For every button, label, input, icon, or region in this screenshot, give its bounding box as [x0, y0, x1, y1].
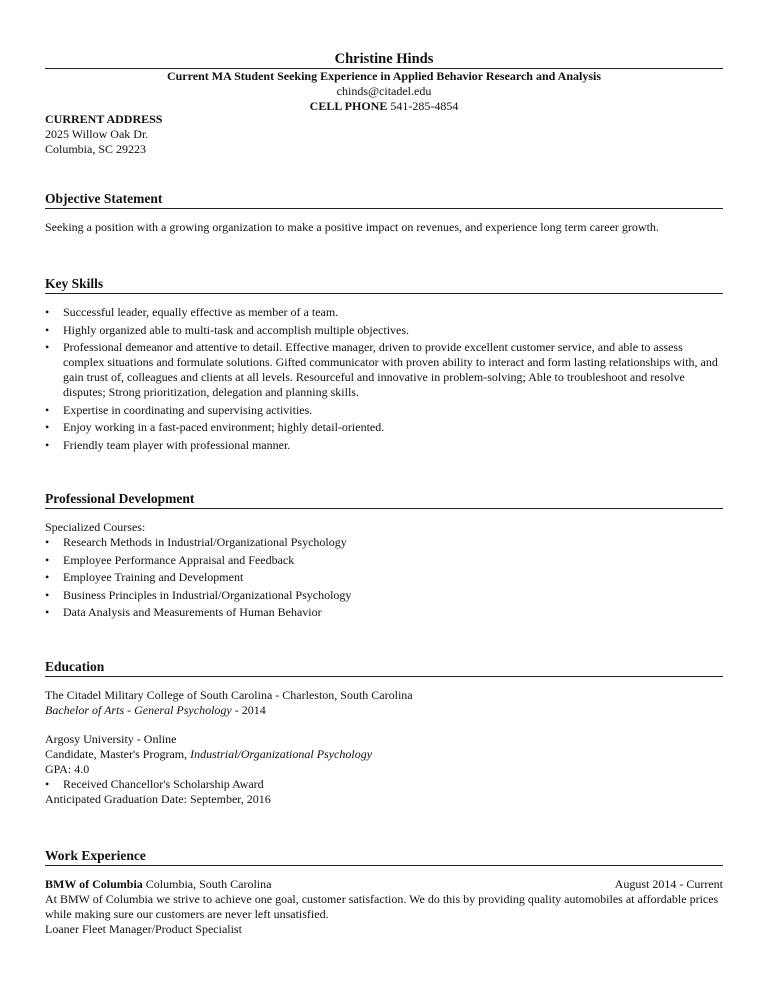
award-list — [45, 777, 723, 792]
section-divider — [45, 208, 723, 209]
skill-text: Successful leader, equally effective as member of a team. — [63, 305, 339, 319]
program-2-prefix: Candidate, Master's Program, — [45, 747, 191, 761]
school-2: Argosy University - Online — [45, 732, 177, 746]
section-title: Objective Statement — [45, 191, 163, 206]
list-item — [45, 605, 723, 620]
development-section — [45, 491, 723, 623]
school-1: The Citadel Military College of South Carolina - Charleston, South Carolina — [45, 688, 413, 702]
bullet: • — [45, 402, 50, 417]
bullet: • — [45, 420, 50, 434]
list-item — [45, 553, 723, 568]
objective-section — [45, 191, 723, 235]
bullet: • — [45, 587, 50, 602]
job-role: Loaner Fleet Manager/Product Specialist — [45, 922, 242, 936]
list-item — [45, 420, 723, 435]
list-item — [45, 323, 723, 338]
phone-label: CELL PHONE — [309, 99, 388, 113]
program-2: Industrial/Organizational Psychology — [190, 747, 373, 761]
courses-list — [45, 535, 723, 620]
list-item — [45, 438, 723, 453]
skill-text: Professional demeanor and attentive to detail. Effective manager, driven to provide excellent customer service, and able to assess complex situations and formulate solutions. Gifted communicator with proven ability to interact and form lasting relationships with, and gain trust of, colleagues and clients at all levels. Resourceful and innovative in problem-solving; Able to troubleshoot and resolve disputes; Strong prioritization, delegation and planning skills. — [63, 340, 718, 399]
course-text: Research Methods in Industrial/Organizational Psychology — [63, 535, 347, 549]
address-line-1: 2025 Willow Oak Dr. — [45, 127, 149, 141]
bullet: • — [45, 777, 50, 791]
job-dates: August 2014 - Current — [614, 877, 723, 891]
program-2-line — [45, 747, 723, 762]
employer: BMW of Columbia — [45, 877, 143, 891]
email: chinds@citadel.edu — [336, 84, 432, 98]
course-text: Employee Performance Appraisal and Feedback — [63, 552, 295, 567]
list-item — [45, 588, 723, 603]
spacer — [45, 718, 723, 732]
bullet: • — [45, 535, 50, 549]
employer-line — [45, 877, 271, 892]
address-label: CURRENT ADDRESS — [45, 112, 163, 126]
course-text: Data Analysis and Measurements of Human Behavior — [63, 605, 322, 619]
bullet: • — [45, 437, 50, 452]
skill-text: Friendly team player with professional manner. — [63, 437, 291, 452]
address-block — [45, 112, 723, 157]
section-title: Key Skills — [45, 276, 104, 291]
objective-text: Seeking a position with a growing organization to make a positive impact on revenues, and experience long term career growth. — [45, 220, 659, 234]
degree-1-line — [45, 703, 723, 718]
phone-number: 541-285-4854 — [390, 99, 459, 113]
bullet: • — [45, 340, 50, 354]
address-line-2: Columbia, SC 29223 — [45, 142, 147, 156]
education-section — [45, 659, 723, 807]
list-item — [45, 777, 723, 792]
skills-list — [45, 305, 723, 453]
job-description: At BMW of Columbia we strive to achieve one goal, customer satisfaction. We do this by providing quality automobiles at affordable prices while making sure our customers are never left unsatisfied. — [45, 892, 719, 921]
list-item — [45, 340, 723, 400]
degree-1-year: - 2014 — [231, 703, 266, 717]
section-divider — [45, 676, 723, 677]
course-text: Business Principles in Industrial/Organizational Psychology — [63, 587, 352, 602]
section-divider — [45, 293, 723, 294]
section-title: Education — [45, 659, 105, 674]
bullet: • — [45, 570, 50, 584]
headline: Current MA Student Seeking Experience in Applied Behavior Research and Analysis — [166, 69, 602, 83]
list-item — [45, 535, 723, 550]
employer-location: Columbia, South Carolina — [142, 877, 272, 891]
job-header — [45, 877, 723, 892]
bullet: • — [45, 305, 50, 319]
graduation-date: Anticipated Graduation Date: September, 2016 — [45, 792, 271, 806]
development-intro: Specialized Courses: — [45, 520, 146, 534]
work-section — [45, 848, 723, 937]
skills-section — [45, 276, 723, 455]
bullet: • — [45, 322, 50, 337]
award-text: Received Chancellor's Scholarship Award — [63, 777, 264, 791]
candidate-name: Christine Hinds — [334, 51, 434, 67]
list-item — [45, 570, 723, 585]
skill-text: Expertise in coordinating and supervising activities. — [63, 402, 313, 417]
section-divider — [45, 865, 723, 866]
bullet: • — [45, 605, 50, 619]
section-divider — [45, 508, 723, 509]
bullet: • — [45, 552, 50, 567]
skill-text: Highly organized able to multi-task and accomplish multiple objectives. — [63, 322, 410, 337]
section-title: Work Experience — [45, 848, 146, 863]
list-item — [45, 403, 723, 418]
degree-1: Bachelor of Arts - General Psychology — [45, 703, 232, 717]
skill-text: Enjoy working in a fast-paced environment; highly detail-oriented. — [63, 420, 385, 434]
gpa: GPA: 4.0 — [45, 762, 90, 776]
list-item — [45, 305, 723, 320]
course-text: Employee Training and Development — [63, 570, 244, 584]
resume-header — [45, 50, 723, 114]
section-title: Professional Development — [45, 491, 195, 506]
